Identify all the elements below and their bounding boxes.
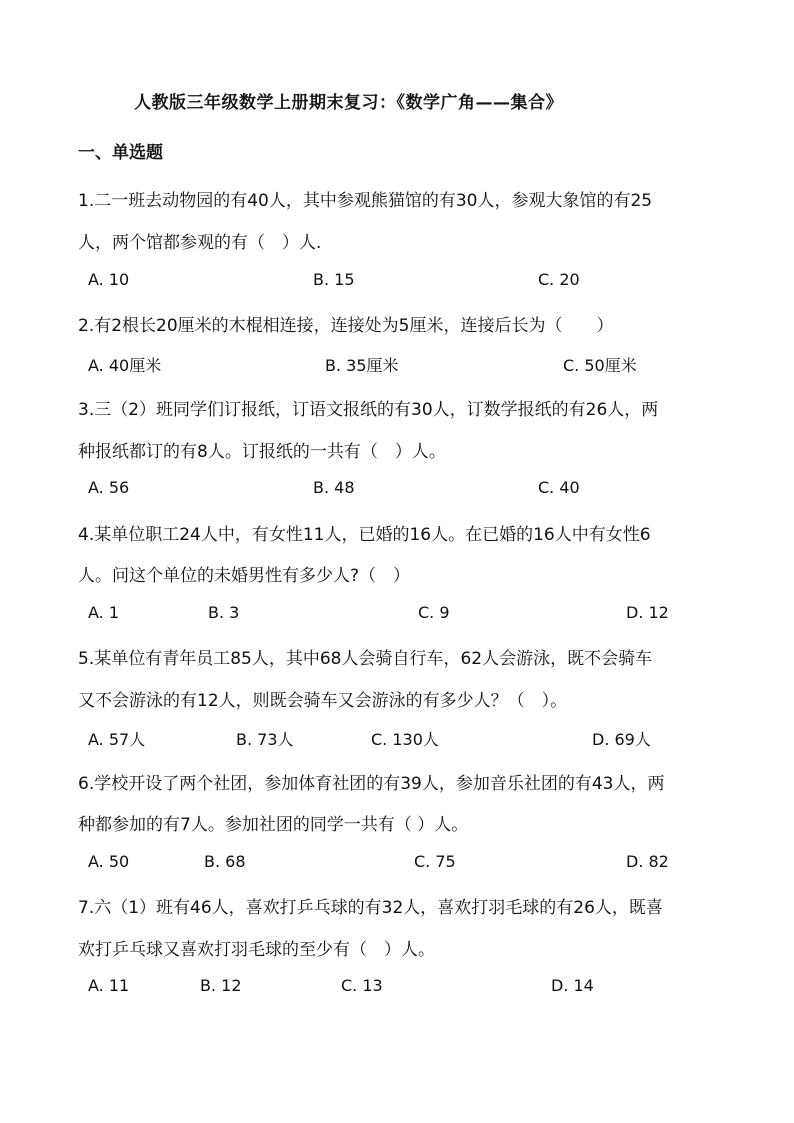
question-6-option-d[interactable]: D. 82 <box>626 852 669 871</box>
question-4-option-b[interactable]: B. 3 <box>208 603 240 622</box>
question-4-option-a[interactable]: A. 1 <box>88 603 120 622</box>
question-4-line-1: 4.某单位职工24人中，有女性11人，已婚的16人。在已婚的16人中有女性6 <box>78 525 651 545</box>
question-5-option-b[interactable]: B. 73人 <box>236 730 294 749</box>
page-title: 人教版三年级数学上册期末复习：《数学广角——集合》 <box>134 93 563 113</box>
question-6-option-b[interactable]: B. 68 <box>204 852 246 871</box>
question-3-line-1: 3.三（2）班同学们订报纸，订语文报纸的有30人，订数学报纸的有26人，两 <box>78 400 659 420</box>
question-4-option-c[interactable]: C. 9 <box>418 603 450 622</box>
question-7-option-d[interactable]: D. 14 <box>551 976 594 995</box>
question-4-option-d[interactable]: D. 12 <box>626 603 669 622</box>
question-3-option-a[interactable]: A. 56 <box>88 478 130 497</box>
question-7-line-1: 7.六（1）班有46人，喜欢打乒乓球的有32人，喜欢打羽毛球的有26人，既喜 <box>78 898 663 918</box>
question-1-option-b[interactable]: B. 15 <box>313 270 355 289</box>
question-6-option-a[interactable]: A. 50 <box>88 852 130 871</box>
question-2-option-b[interactable]: B. 35厘米 <box>325 356 399 375</box>
question-1-line-2: 人，两个馆都参观的有（ ）人. <box>78 233 322 253</box>
question-3-line-2: 种报纸都订的有8人。订报纸的一共有（ ）人。 <box>78 442 446 462</box>
question-5-line-1: 5.某单位有青年员工85人，其中68人会骑自行车，62人会游泳，既不会骑车 <box>78 649 653 669</box>
question-5-option-c[interactable]: C. 130人 <box>371 730 439 749</box>
question-3-option-b[interactable]: B. 48 <box>313 478 355 497</box>
question-1-option-a[interactable]: A. 10 <box>88 270 130 289</box>
question-5-option-d[interactable]: D. 69人 <box>592 730 651 749</box>
question-6-line-2: 种都参加的有7人。参加社团的同学一共有（ ）人。 <box>78 815 469 835</box>
question-7-option-c[interactable]: C. 13 <box>341 976 383 995</box>
question-2-line-1: 2.有2根长20厘米的木棍相连接，连接处为5厘米，连接后长为（ ） <box>78 316 614 336</box>
question-2-option-a[interactable]: A. 40厘米 <box>88 356 162 375</box>
question-7-line-2: 欢打乒乓球又喜欢打羽毛球的至少有（ ）人。 <box>78 940 435 960</box>
question-7-option-b[interactable]: B. 12 <box>200 976 242 995</box>
question-5-option-a[interactable]: A. 57人 <box>88 730 146 749</box>
question-6-option-c[interactable]: C. 75 <box>414 852 456 871</box>
section-heading: 一、单选题 <box>78 143 163 163</box>
question-6-line-1: 6.学校开设了两个社团，参加体育社团的有39人，参加音乐社团的有43人，两 <box>78 774 665 794</box>
question-1-option-c[interactable]: C. 20 <box>538 270 580 289</box>
question-2-option-c[interactable]: C. 50厘米 <box>563 356 637 375</box>
question-4-line-2: 人。问这个单位的未婚男性有多少人?（ ） <box>78 566 411 586</box>
question-7-option-a[interactable]: A. 11 <box>88 976 130 995</box>
question-5-line-2: 又不会游泳的有12人，则既会骑车又会游泳的有多少人？（ ）。 <box>78 691 568 711</box>
question-1-line-1: 1.二一班去动物园的有40人，其中参观熊猫馆的有30人，参观大象馆的有25 <box>78 191 653 211</box>
question-3-option-c[interactable]: C. 40 <box>538 478 580 497</box>
